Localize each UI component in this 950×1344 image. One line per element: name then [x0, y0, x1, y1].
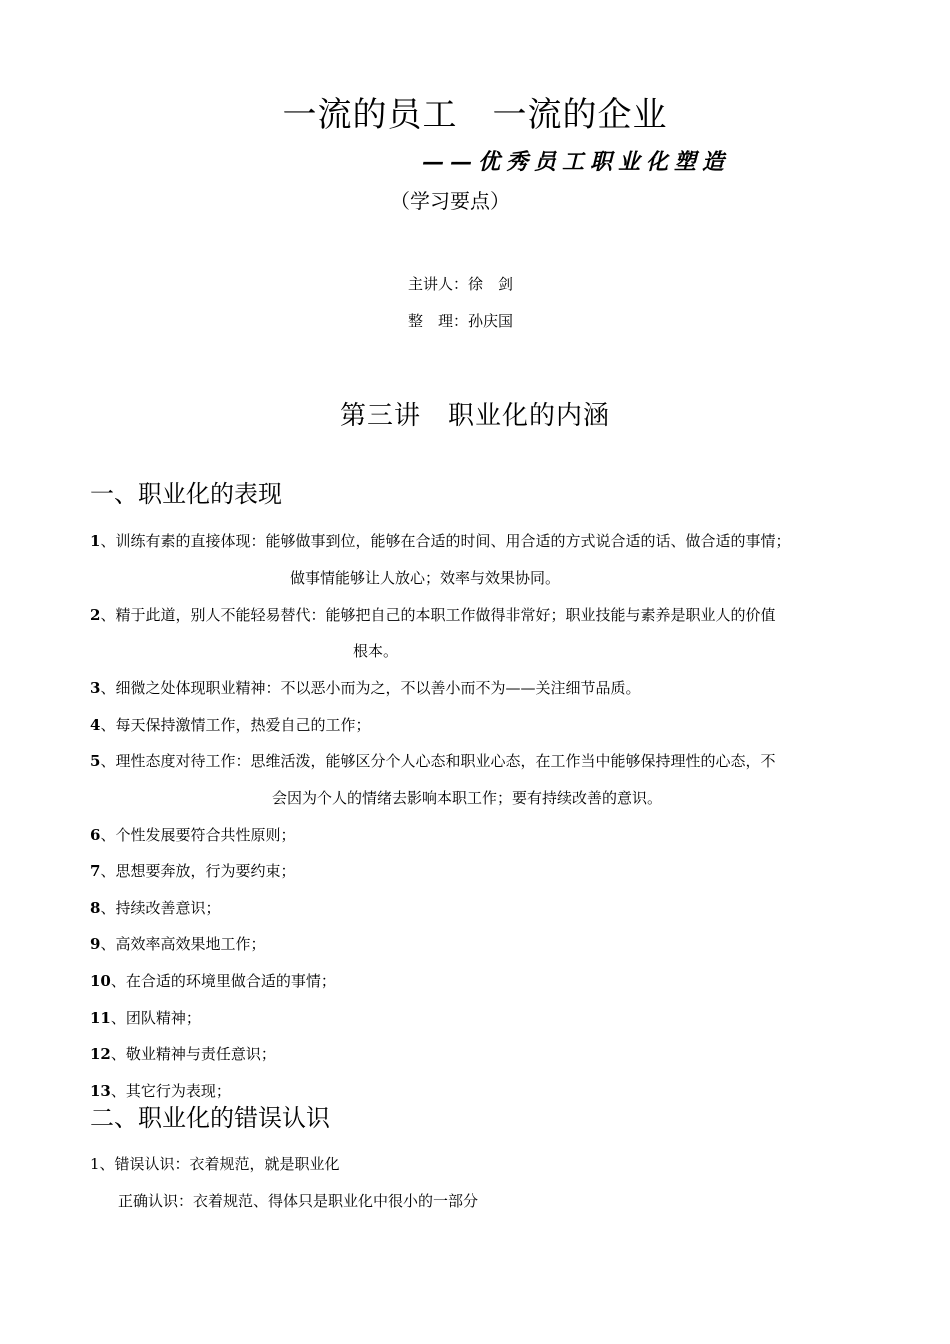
item-text: 、在合适的环境里做合适的事情； — [110, 972, 336, 990]
item-number: 12 — [90, 1045, 111, 1063]
list-item — [90, 1080, 231, 1102]
item-text: 、精于此道，别人不能轻易替代：能够把自己的本职工作做得非常好；职业技能与素养是职业人的价值 — [100, 606, 776, 624]
list-item — [90, 677, 640, 699]
item-continuation: 根本。 — [353, 642, 399, 660]
list-item — [90, 714, 370, 736]
list-item: 1、错误认识：衣着规范，就是职业化 — [90, 1155, 340, 1173]
document-title: 一流的员工 一流的企业 — [282, 95, 668, 135]
list-item: 正确认识：衣着规范、得体只是职业化中很小的一部分 — [118, 1192, 479, 1210]
document-subtitle: ——优秀员工职业化塑造 — [422, 149, 731, 175]
list-item — [90, 750, 775, 772]
item-text: 、团队精神； — [110, 1009, 201, 1027]
list-item — [90, 860, 295, 882]
item-number: 4 — [90, 716, 101, 734]
item-number: 1 — [90, 532, 101, 550]
editor-credit: 整 理：孙庆国 — [408, 312, 514, 330]
item-number: 9 — [90, 935, 101, 953]
item-number: 13 — [90, 1082, 111, 1100]
item-text: 、其它行为表现； — [110, 1082, 231, 1100]
item-number: 7 — [90, 862, 101, 880]
list-item — [90, 897, 220, 919]
list-item — [90, 1007, 201, 1029]
list-item — [90, 604, 775, 626]
item-number: 5 — [90, 752, 101, 770]
section-heading-2: 二、职业化的错误认识 — [90, 1104, 330, 1132]
item-text: 、训练有素的直接体现：能够做事到位，能够在合适的时间、用合适的方式说合适的话、做合适的事情； — [100, 532, 791, 550]
item-continuation: 会因为个人的情绪去影响本职工作；要有持续改善的意识。 — [272, 789, 663, 807]
item-number: 10 — [90, 972, 111, 990]
list-item — [90, 1043, 276, 1065]
item-text: 、理性态度对待工作：思维活泼，能够区分个人心态和职业心态，在工作当中能够保持理性的心态，不 — [100, 752, 776, 770]
item-number: 8 — [90, 899, 101, 917]
item-number: 2 — [90, 606, 101, 624]
item-number: 3 — [90, 679, 101, 697]
item-text: 、思想要奔放，行为要约束； — [100, 862, 296, 880]
study-note: （学习要点） — [390, 189, 510, 213]
lecture-title: 第三讲 职业化的内涵 — [339, 401, 610, 431]
item-text: 、个性发展要符合共性原则； — [100, 826, 296, 844]
item-number: 6 — [90, 826, 101, 844]
list-item — [90, 824, 295, 846]
list-item — [90, 970, 336, 992]
list-item — [90, 530, 790, 552]
speaker-credit: 主讲人：徐 剑 — [408, 275, 514, 293]
list-item — [90, 933, 265, 955]
item-number: 11 — [90, 1009, 111, 1027]
item-text: 、每天保持激情工作，热爱自己的工作； — [100, 716, 371, 734]
item-text: 、持续改善意识； — [100, 899, 221, 917]
item-continuation: 做事情能够让人放心；效率与效果协同。 — [290, 569, 561, 587]
item-text: 、高效率高效果地工作； — [100, 935, 266, 953]
item-text: 、敬业精神与责任意识； — [110, 1045, 276, 1063]
item-text: 、细微之处体现职业精神：不以恶小而为之，不以善小而不为——关注细节品质。 — [100, 679, 641, 697]
section-heading-1: 一、职业化的表现 — [90, 480, 282, 508]
